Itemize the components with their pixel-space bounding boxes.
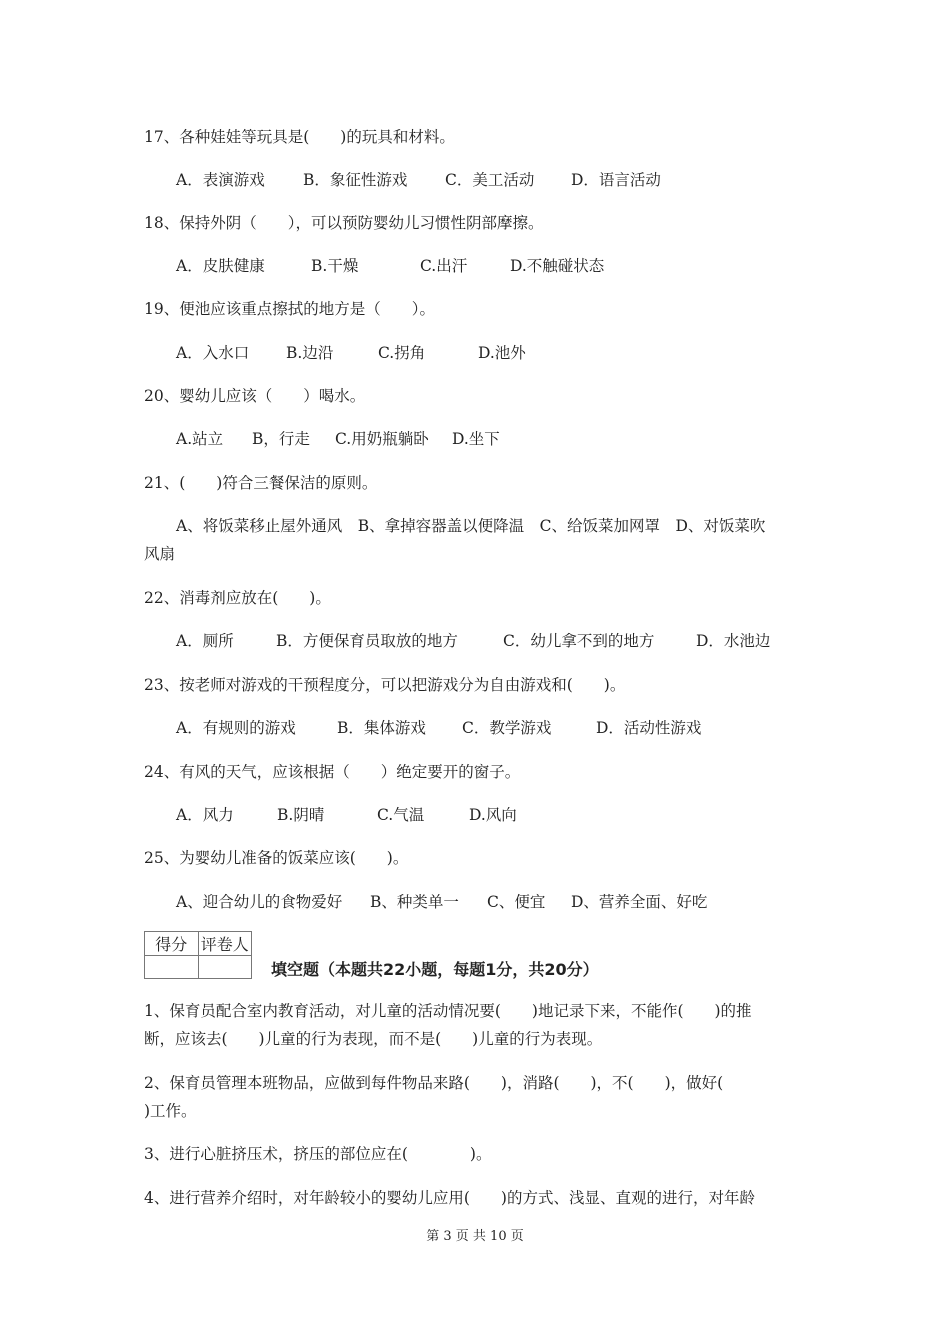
question-21-options-line2: 风扇 bbox=[144, 545, 176, 563]
fill-in-1-line2: 断，应该去( )儿童的行为表现，而不是( )儿童的行为表现。 bbox=[144, 1030, 603, 1048]
option-b: B．集体游戏 bbox=[337, 719, 426, 737]
option-a: A．入水口 bbox=[176, 344, 250, 362]
option-c: C．幼儿拿不到的地方 bbox=[503, 632, 655, 650]
option-d: D.坐下 bbox=[452, 430, 500, 448]
option-d: D．水池边 bbox=[696, 632, 771, 650]
option-a: A．表演游戏 bbox=[176, 171, 265, 189]
option-d: D、营养全面、好吃 bbox=[571, 893, 708, 911]
option-d: D.风向 bbox=[469, 806, 517, 824]
fill-in-1-line1: 1、保育员配合室内教育活动，对儿童的活动情况要( )地记录下来，不能作( )的推 bbox=[144, 1002, 752, 1020]
grader-cell bbox=[198, 956, 252, 979]
section-title: 填空题（本题共22小题，每题1分，共20分） bbox=[271, 960, 599, 979]
grader-label: 评卷人 bbox=[198, 932, 252, 956]
option-a: A．皮肤健康 bbox=[176, 257, 265, 275]
question-23-stem: 23、按老师对游戏的干预程度分，可以把游戏分为自由游戏和( )。 bbox=[144, 676, 626, 694]
fill-in-4-line1: 4、进行营养介绍时，对年龄较小的婴幼儿应用( )的方式、浅显、直观的进行，对年龄 bbox=[144, 1189, 755, 1207]
option-a: A、迎合幼儿的食物爱好 bbox=[176, 893, 343, 911]
option-a: A．有规则的游戏 bbox=[176, 719, 296, 737]
score-box bbox=[144, 931, 252, 979]
option-a: A．风力 bbox=[176, 806, 234, 824]
option-b: B.阴晴 bbox=[277, 806, 325, 824]
question-20-stem: 20、婴幼儿应该（ ）喝水。 bbox=[144, 387, 366, 405]
option-a: A．厕所 bbox=[176, 632, 234, 650]
option-d: D.不触碰状态 bbox=[510, 257, 605, 275]
option-d: D．语言活动 bbox=[571, 171, 661, 189]
option-c: C.用奶瓶躺卧 bbox=[335, 430, 429, 448]
fill-in-3-line1: 3、进行心脏挤压术，挤压的部位应在( )。 bbox=[144, 1145, 492, 1163]
option-b: B.边沿 bbox=[286, 344, 334, 362]
option-a: A.站立 bbox=[176, 430, 224, 448]
score-cell bbox=[145, 956, 199, 979]
option-c: C、便宜 bbox=[487, 893, 546, 911]
question-21-stem: 21、( )符合三餐保洁的原则。 bbox=[144, 474, 378, 492]
question-24-stem: 24、有风的天气，应该根据（ ）绝定要开的窗子。 bbox=[144, 763, 521, 781]
question-22-stem: 22、消毒剂应放在( )。 bbox=[144, 589, 331, 607]
question-21-options-line1: A、将饭菜移止屋外通风 B、拿掉容器盖以便降温 C、给饭菜加网罩 D、对饭菜吹 bbox=[176, 517, 766, 535]
question-17-stem: 17、各种娃娃等玩具是( )的玩具和材料。 bbox=[144, 128, 455, 146]
option-b: B．象征性游戏 bbox=[303, 171, 408, 189]
option-c: C．教学游戏 bbox=[462, 719, 552, 737]
option-d: D.池外 bbox=[478, 344, 526, 362]
option-b: B、种类单一 bbox=[370, 893, 459, 911]
question-25-stem: 25、为婴幼儿准备的饭菜应该( )。 bbox=[144, 849, 409, 867]
fill-in-2-line2: )工作。 bbox=[144, 1102, 197, 1120]
option-c: C.气温 bbox=[377, 806, 425, 824]
option-c: C．美工活动 bbox=[445, 171, 535, 189]
option-c: C.出汗 bbox=[420, 257, 468, 275]
score-label: 得分 bbox=[145, 932, 199, 956]
fill-in-2-line1: 2、保育员管理本班物品，应做到每件物品来路( )，消路( )，不( )，做好( bbox=[144, 1074, 724, 1092]
page-footer: 第 3 页 共 10 页 bbox=[426, 1229, 524, 1244]
option-c: C.拐角 bbox=[378, 344, 426, 362]
option-b: B，行走 bbox=[252, 430, 310, 448]
option-b: B.干燥 bbox=[311, 257, 359, 275]
question-19-stem: 19、便池应该重点擦拭的地方是（ ）。 bbox=[144, 300, 435, 318]
option-b: B．方便保育员取放的地方 bbox=[276, 632, 458, 650]
question-18-stem: 18、保持外阴（ ），可以预防婴幼儿习惯性阴部摩擦。 bbox=[144, 214, 544, 232]
option-d: D．活动性游戏 bbox=[596, 719, 702, 737]
